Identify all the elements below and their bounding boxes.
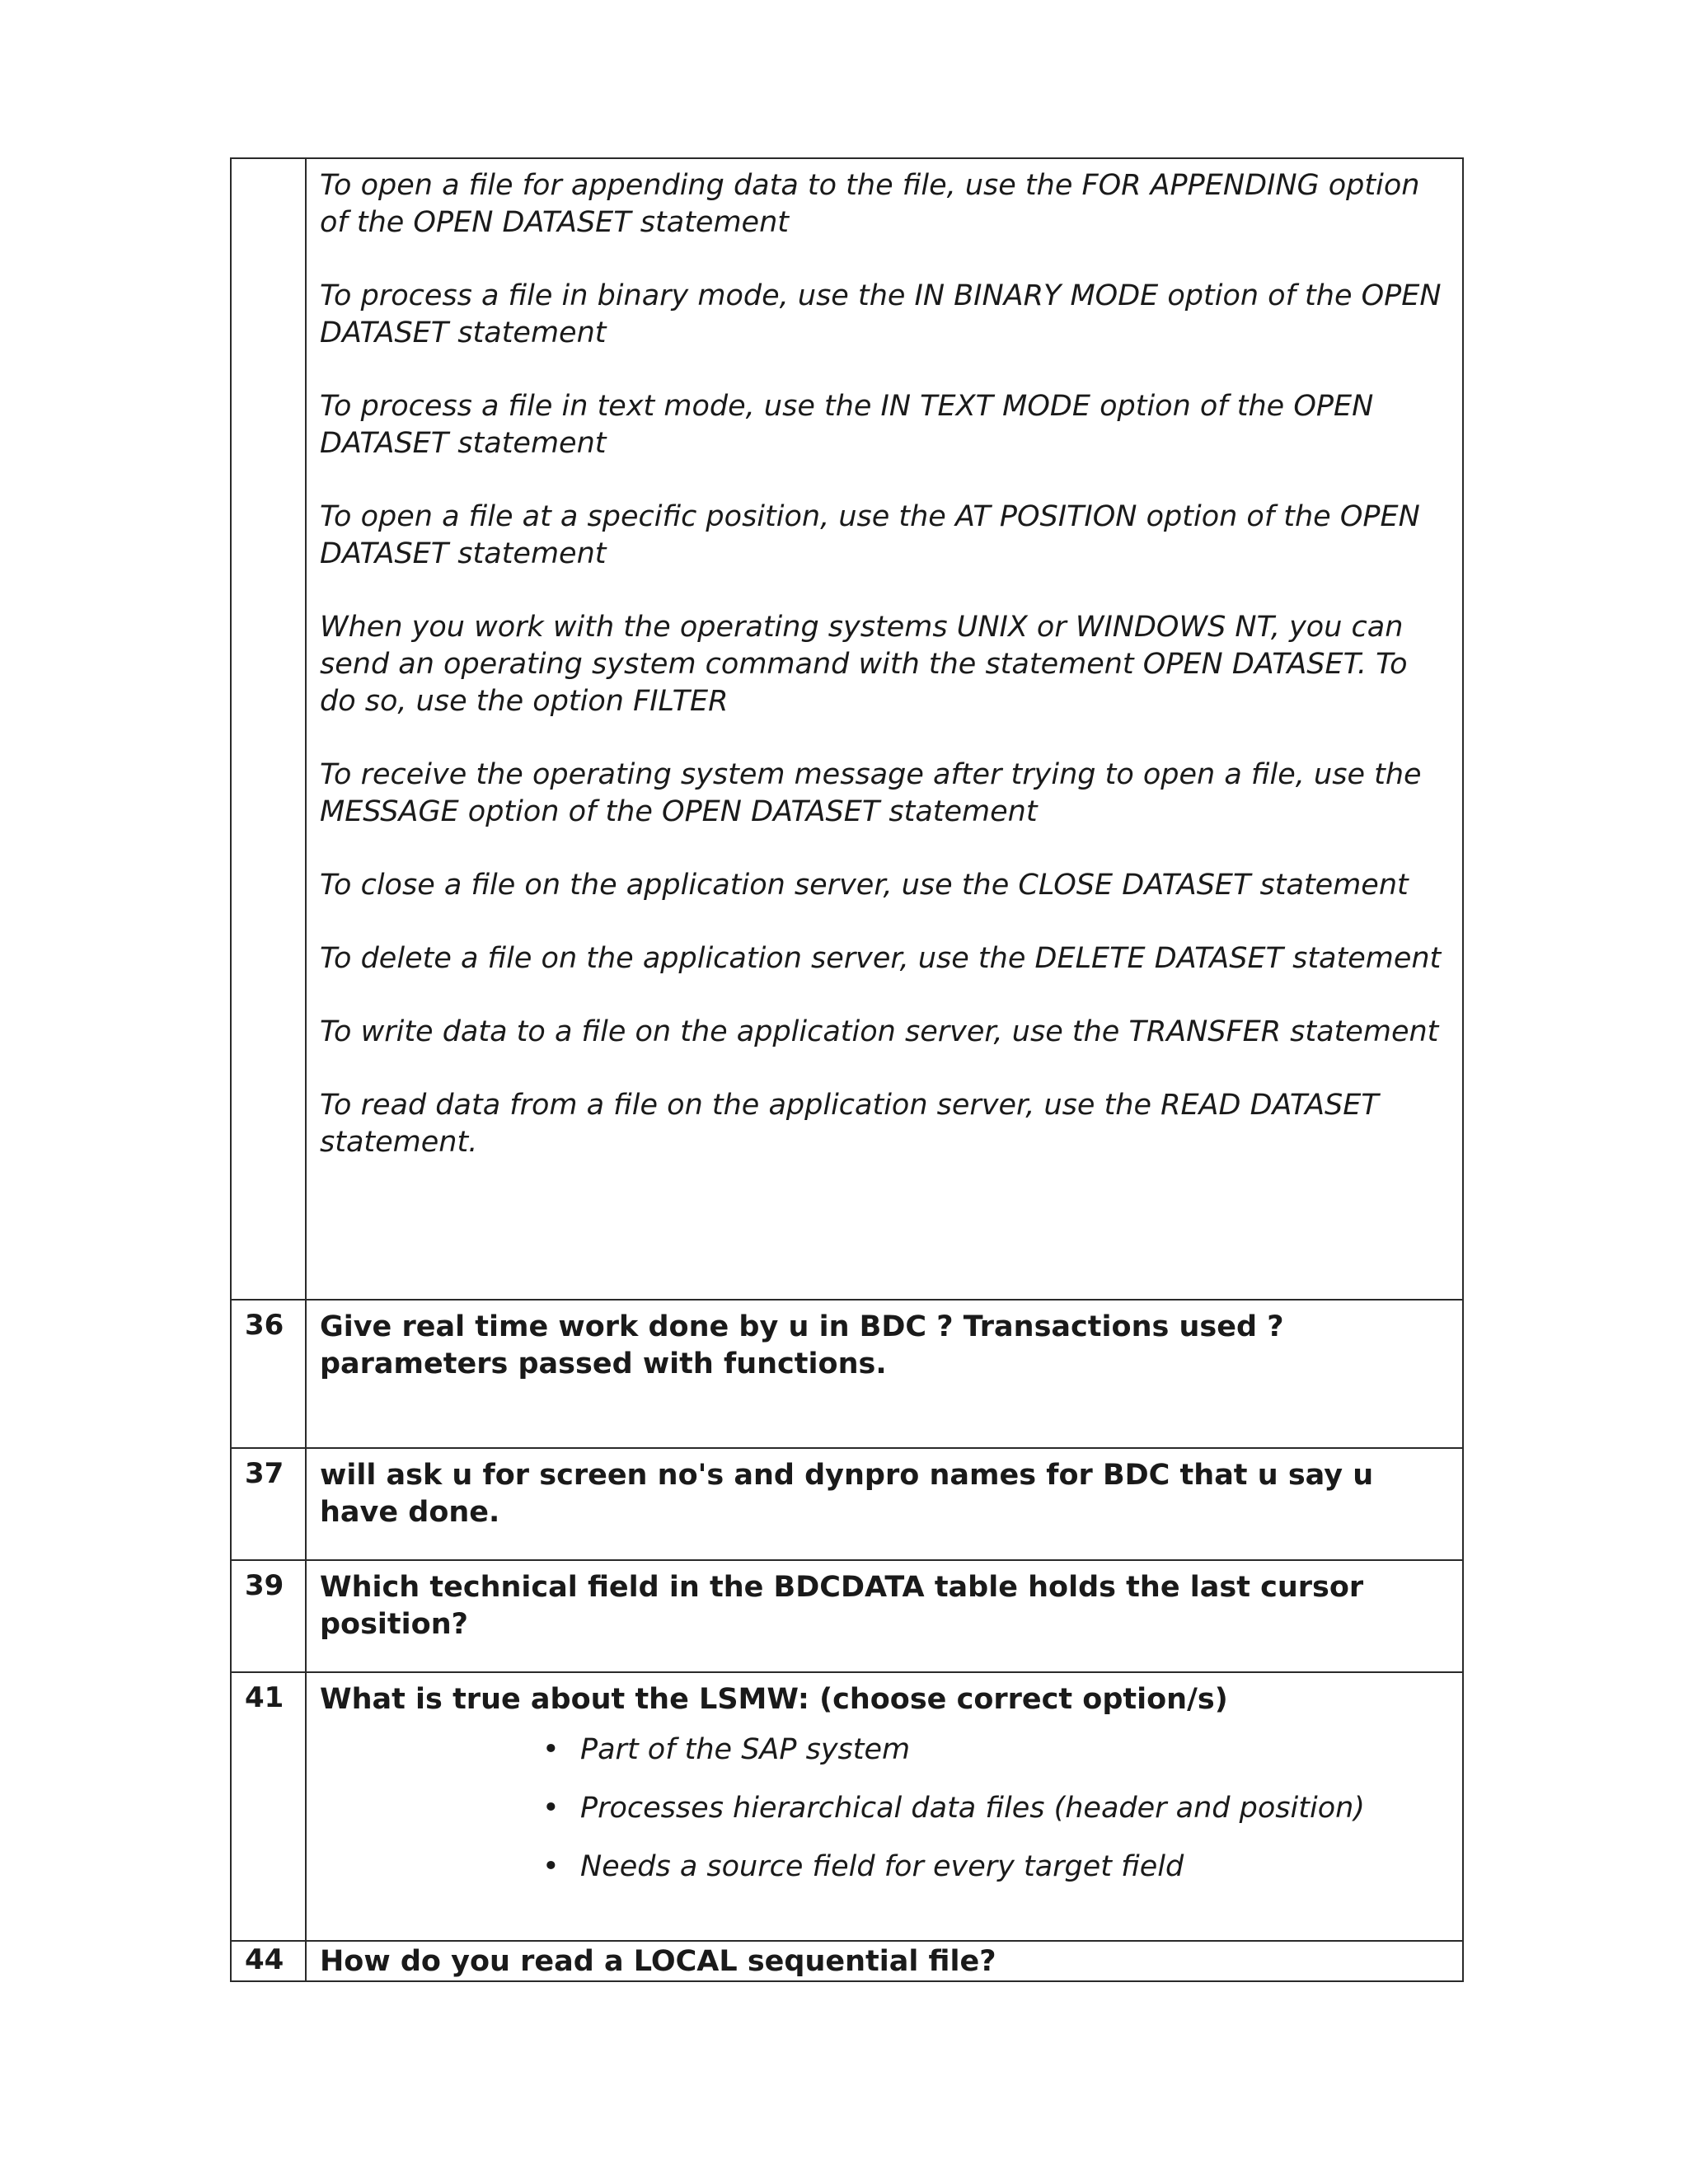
answer-paragraph: To read data from a file on the application server, use the READ DATASET statement. bbox=[320, 1089, 1379, 1159]
answer-paragraph: To process a file in binary mode, use the IN BINARY MODE option of the OPEN DATASET statement bbox=[320, 279, 1442, 349]
question-number: 36 bbox=[231, 1300, 306, 1448]
option-item bbox=[542, 1732, 1449, 1769]
question-text: What is true about the LSMW: (choose correct option/s) bbox=[320, 1683, 1228, 1716]
bullet-icon: • bbox=[542, 1733, 560, 1766]
option-item bbox=[542, 1849, 1449, 1886]
question-cell bbox=[306, 1448, 1463, 1560]
answer-paragraph: To open a file at a specific position, use the AT POSITION option of the OPEN DATASET statement bbox=[320, 500, 1420, 570]
answer-paragraph: To close a file on the application server, use the CLOSE DATASET statement bbox=[320, 869, 1409, 902]
answer-paragraph: When you work with the operating systems UNIX or WINDOWS NT, you can send an operating system command with the statement OPEN DATASET. To do so, use the option FILTER bbox=[320, 611, 1408, 718]
answer-paragraph: To receive the operating system message after trying to open a file, use the MESSAGE option of the OPEN DATASET statement bbox=[320, 758, 1422, 828]
question-text: Give real time work done by u in BDC ? Transactions used ? parameters passed with functions. bbox=[320, 1310, 1284, 1380]
option-text: Part of the SAP system bbox=[580, 1733, 911, 1766]
question-number: 37 bbox=[231, 1448, 306, 1560]
bullet-icon: • bbox=[542, 1792, 560, 1825]
question-number-cell bbox=[231, 158, 306, 1300]
table-row-q36 bbox=[231, 1300, 1463, 1448]
answer-paragraph: To process a file in text mode, use the IN TEXT MODE option of the OPEN DATASET statement bbox=[320, 390, 1374, 460]
table-row-q41 bbox=[231, 1672, 1463, 1941]
answer-paragraph: To open a file for appending data to the file, use the FOR APPENDING option of the OPEN DATASET statement bbox=[320, 169, 1420, 239]
question-number: 39 bbox=[231, 1560, 306, 1672]
question-number: 44 bbox=[231, 1941, 306, 1981]
question-text: Which technical field in the BDCDATA table holds the last cursor position? bbox=[320, 1571, 1364, 1641]
question-text: will ask u for screen no's and dynpro names for BDC that u say u have done. bbox=[320, 1459, 1374, 1529]
question-text: How do you read a LOCAL sequential file? bbox=[320, 1945, 996, 1978]
answer-paragraph: To write data to a file on the application server, use the TRANSFER statement bbox=[320, 1015, 1439, 1048]
answer-cell bbox=[306, 158, 1463, 1300]
question-cell bbox=[306, 1941, 1463, 1981]
qa-table bbox=[230, 157, 1464, 1982]
option-text: Processes hierarchical data files (header and position) bbox=[580, 1792, 1365, 1825]
question-cell bbox=[306, 1560, 1463, 1672]
option-item bbox=[542, 1790, 1449, 1827]
question-cell bbox=[306, 1672, 1463, 1941]
table-row-continued bbox=[231, 158, 1463, 1300]
answer-paragraph: To delete a file on the application server, use the DELETE DATASET statement bbox=[320, 942, 1442, 975]
bullet-icon: • bbox=[542, 1850, 560, 1883]
question-cell bbox=[306, 1300, 1463, 1448]
table-row-q39 bbox=[231, 1560, 1463, 1672]
table-row-q44 bbox=[231, 1941, 1463, 1981]
option-text: Needs a source field for every target field bbox=[580, 1850, 1184, 1883]
question-number: 41 bbox=[231, 1672, 306, 1941]
option-list bbox=[320, 1732, 1449, 1886]
table-row-q37 bbox=[231, 1448, 1463, 1560]
